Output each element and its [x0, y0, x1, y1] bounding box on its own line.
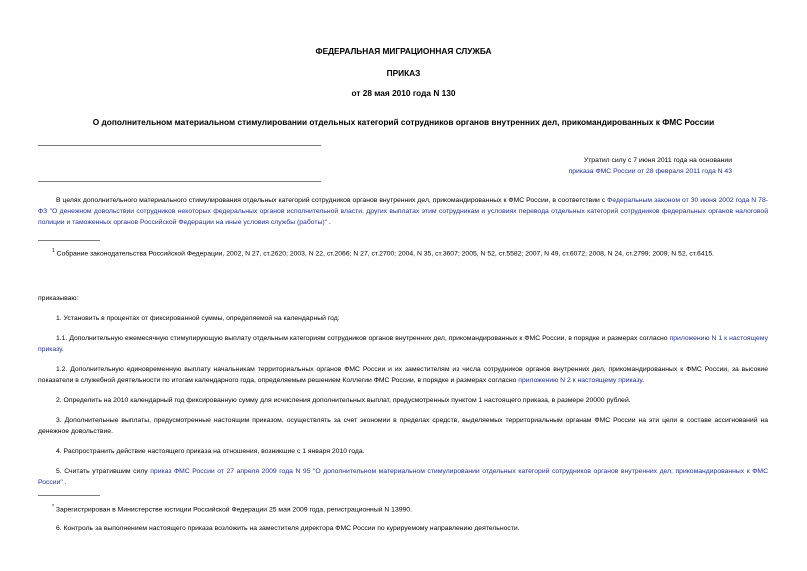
preamble — [38, 195, 768, 228]
status-text: Утратил силу с 7 июня 2011 года на основании — [583, 157, 732, 164]
footnote-divider-1 — [38, 240, 100, 241]
appendix-1-link[interactable]: приложению N 1 к настоящему приказу — [38, 335, 768, 353]
divider-top — [38, 145, 321, 146]
item-1-2 — [38, 364, 768, 386]
footnote-2-text: Зарегистрирован в Министерстве юстиции Российской Федерации 25 мая 2009 года, регистрационный N 13990. — [55, 506, 412, 514]
item-2: 2. Определить на 2010 календарный год фиксированную сумму для исчисления дополнительных выплат, предусмотренных пунктом 1 настоящего приказа, в размере 20000 рублей. — [56, 397, 631, 404]
repealed-order-link[interactable]: приказ ФМС России от 27 апреля 2009 года N 95 "О дополнительном материальном стимулировании отдельных категорий сотрудников органов внутренних дел, прикомандированных к ФМС России" — [38, 468, 768, 486]
footnote-1-text: Собрание законодательства Российской Федерации, 2002, N 27, ст.2620; 2003, N 22, ст.2066; N 27, ст.2700; 2004, N 35, ст.3607; 2005, N 52, ст.5582; 2007, N 49, ст.6072; 2008, N 24, ст.2799; 2009, N 52, ст.6415. — [56, 250, 715, 258]
item-1-2-end: . — [642, 377, 644, 384]
federal-law-link[interactable]: Федеральным законом от 30 июня 2002 года N 78-ФЗ "О денежном довольствии сотрудников некоторых федеральных органов исполнительной власти, других выплатах этим сотрудникам и условиях перевода отдельных категорий сотрудников федеральных органов налоговой полиции и таможенных органов Российской Федерации на иные условия службы (работы)" — [38, 197, 768, 226]
document-title: О дополнительном материальном стимулировании отдельных категорий сотрудников органов внутренних дел, прикомандированных к ФМС России — [92, 117, 715, 127]
repeal-order-link[interactable]: приказа ФМС России от 28 февраля 2011 года N 43 — [568, 168, 732, 175]
footnote-1-mark: 1 — [52, 248, 55, 254]
footnote-2-mark: * — [52, 504, 54, 510]
appendix-2-link[interactable]: приложению N 2 к настоящему приказу — [518, 377, 643, 384]
document-type: ПРИКАЗ — [386, 68, 421, 78]
document-date-number: от 28 мая 2010 года N 130 — [351, 88, 456, 98]
footnote-2 — [52, 502, 782, 515]
item-1-1 — [38, 333, 768, 355]
footnote-1 — [52, 246, 782, 259]
item-5-text: 5. Считать утратившим силу — [56, 468, 151, 475]
divider-bottom — [38, 181, 321, 182]
status-link-line — [38, 166, 732, 177]
item-4: 4. Распространить действие настоящего приказа на отношения, возникшие с 1 января 2010 года. — [56, 448, 365, 455]
preamble-end: . — [327, 219, 331, 226]
item-5 — [38, 466, 768, 488]
item-3: 3. Дополнительные выплаты, предусмотренные настоящим приказом, осуществлять за счет экономии в пределах средств, выделяемых территориальным органам ФМС России на эти цели в составе ассигнований на денежное довольствие. — [38, 417, 768, 435]
item-6: 6. Контроль за выполнением настоящего приказа возложить на заместителя директора ФМС России по курируемому направлению деятельности. — [56, 525, 520, 532]
item-1-2-text: 1.2. Дополнительную единовременную выплату начальникам территориальных органов ФМС России и их заместителям из числа сотрудников органов внутренних дел, прикомандированных к ФМС России, за высокие показатели в служебной деятельности по итогам календарного года, определяемым решением Коллегии ФМС России, в порядке и размерах согласно — [38, 366, 768, 384]
order-word: приказываю: — [38, 295, 79, 302]
footnote-divider-2 — [38, 495, 100, 496]
item-1-1-text: 1.1. Дополнительную ежемесячную стимулирующую выплату отдельным категориям сотрудников органов внутренних дел, прикомандированных к ФМС России, в порядке и размерах согласно — [56, 335, 670, 342]
item-1: 1. Установить в процентах от фиксированной суммы, определяемой на календарный год: — [56, 315, 340, 322]
agency-title: ФЕДЕРАЛЬНАЯ МИГРАЦИОННАЯ СЛУЖБА — [315, 46, 492, 56]
item-1-1-end: . — [61, 346, 64, 353]
item-5-end: . — [62, 479, 67, 486]
preamble-text: В целях дополнительного материального стимулирования отдельных категорий сотрудников органов внутренних дел, прикомандированных к ФМС России, в соответствии с — [56, 197, 608, 204]
